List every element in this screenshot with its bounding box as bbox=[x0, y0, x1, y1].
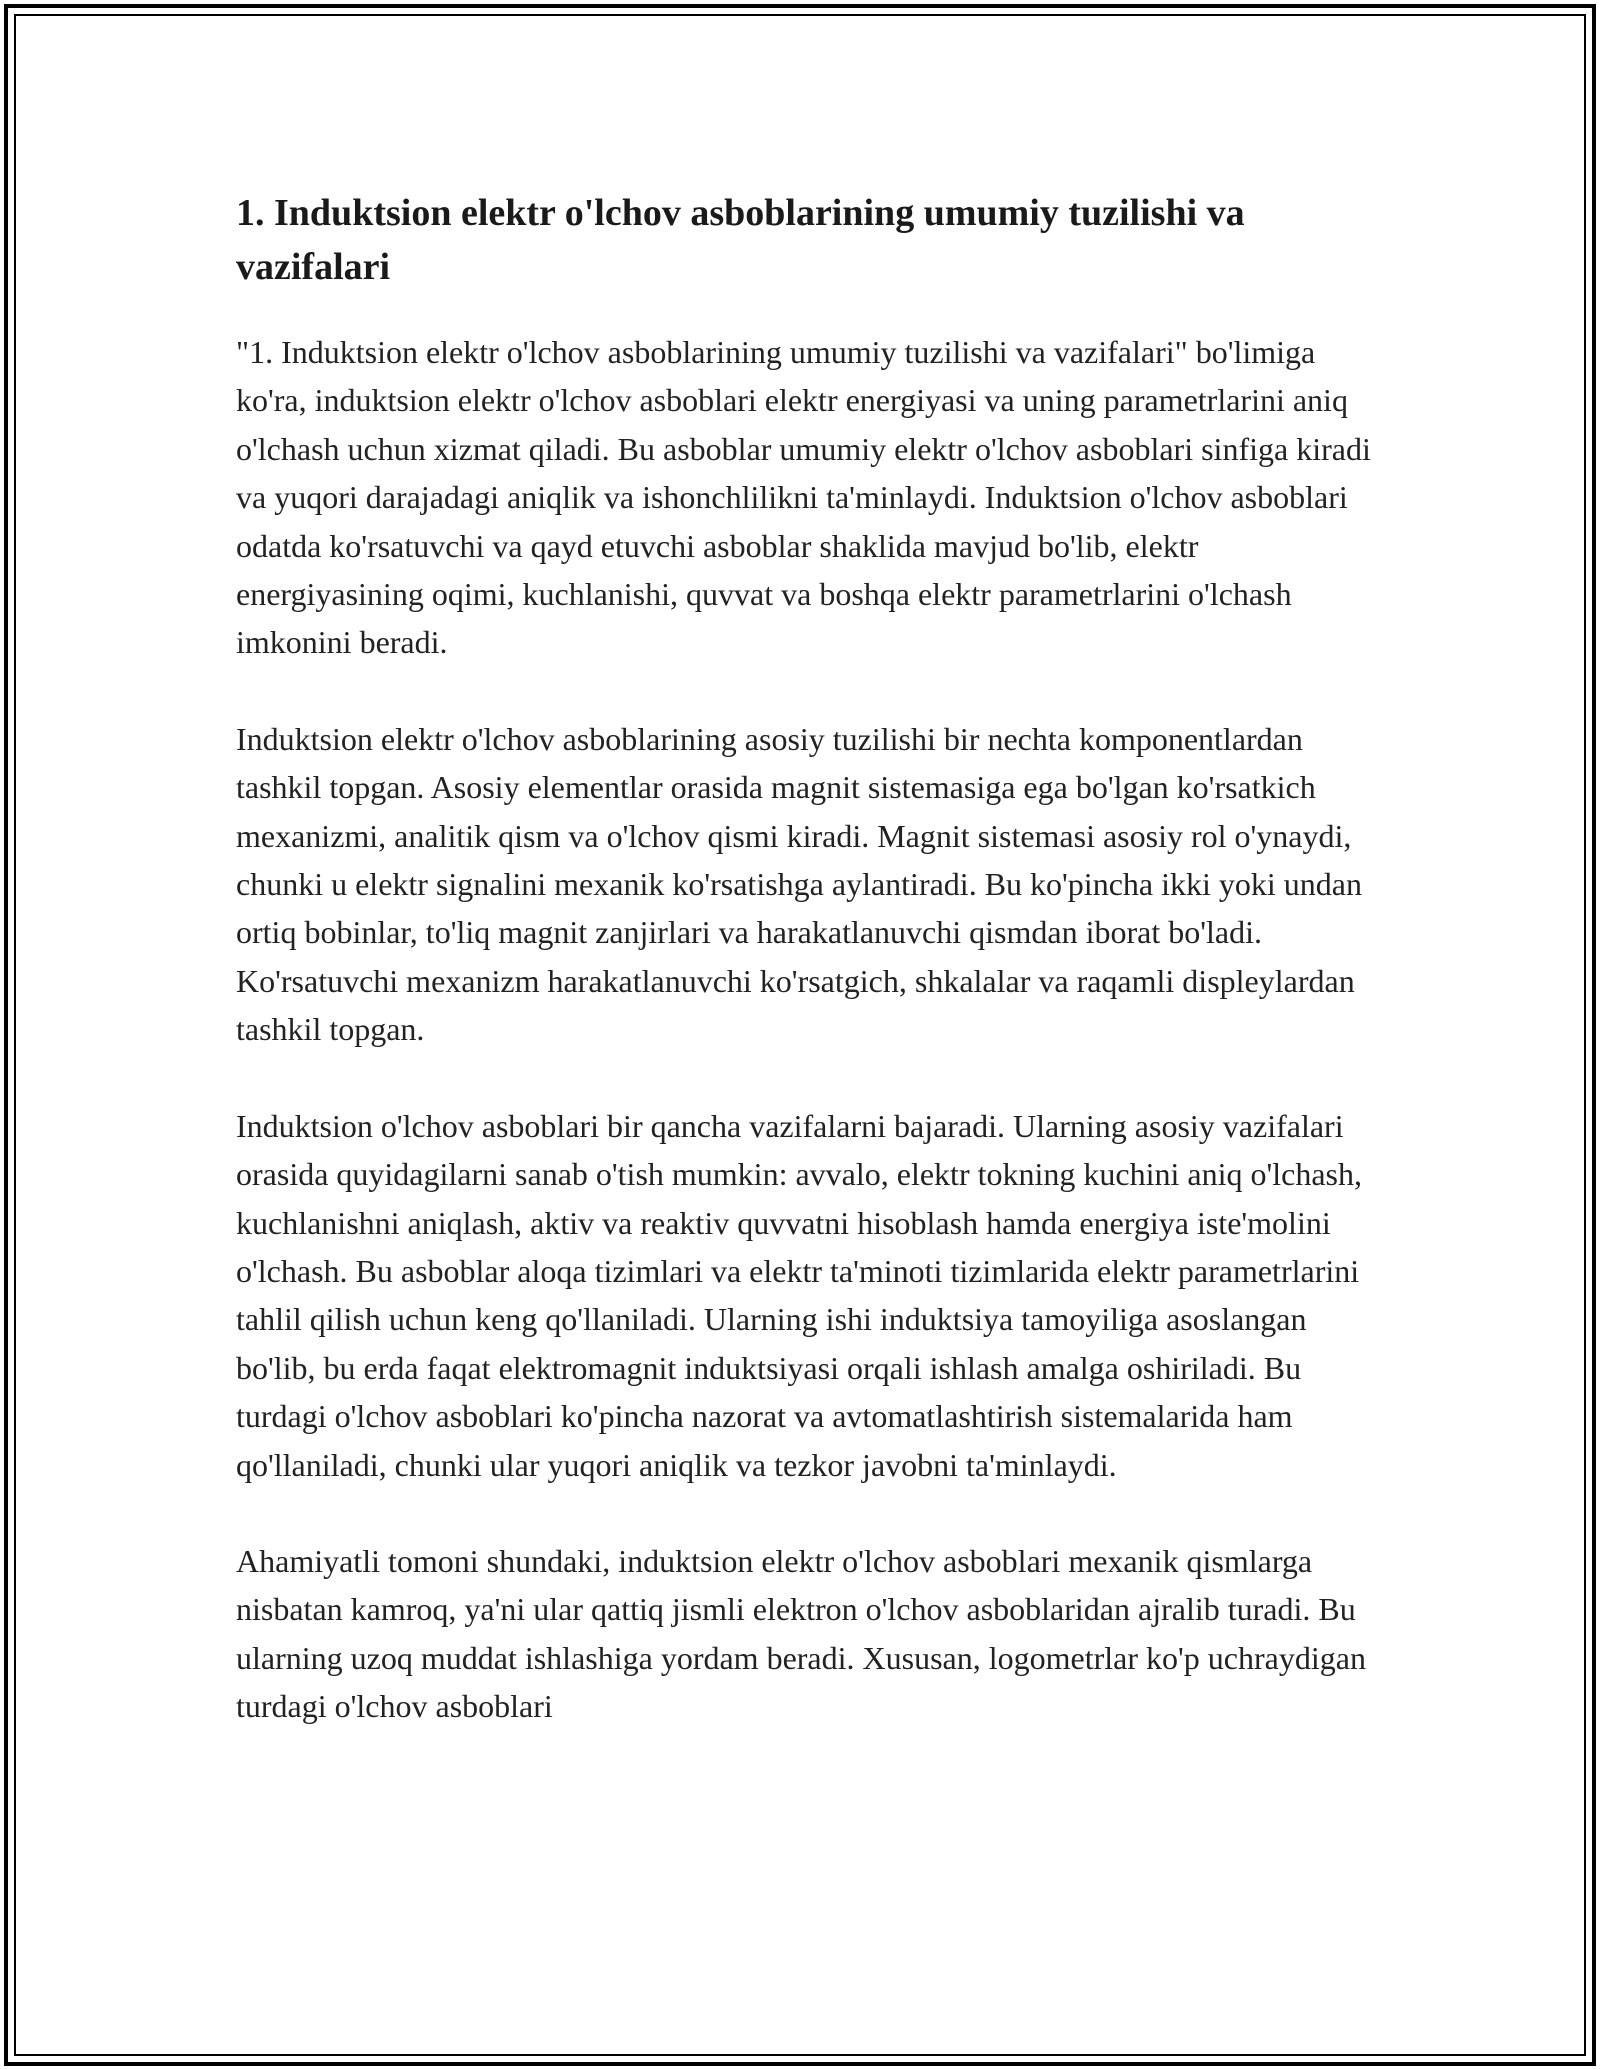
paragraph-1: "1. Induktsion elektr o'lchov asboblarining umumiy tuzilishi va vazifalari" bo'limiga ko'ra, induktsion elektr o'lchov asboblari elektr energiyasi va uning parametrlarini aniq o'lchash uchun xizmat qiladi. Bu asboblar umumiy elektr o'lchov asboblari sinfiga kiradi va yuqori darajadagi aniqlik va ishonchlilikni ta'minlaydi. Induktsion o'lchov asboblari odatda ko'rsatuvchi va qayd etuvchi asboblar shaklida mavjud bo'lib, elektr energiyasining oqimi, kuchlanishi, quvvat va boshqa elektr parametrlarini o'lchash imkonini beradi. bbox=[236, 334, 1371, 661]
section-heading: 1. Induktsion elektr o'lchov asboblarining umumiy tuzilishi va vazifalari bbox=[236, 192, 1245, 288]
paragraph-4: Ahamiyatli tomoni shundaki, induktsion elektr o'lchov asboblari mexanik qismlarga nisbatan kamroq, ya'ni ular qattiq jismli elektron o'lchov asboblaridan ajralib turadi. Bu ularning uzoq muddat ishlashiga yordam beradi. Xususan, logometrlar ko'p uchraydigan turdagi o'lchov asboblari bbox=[236, 1542, 1366, 1725]
document-body bbox=[236, 186, 1376, 1779]
paragraph-3: Induktsion o'lchov asboblari bir qancha vazifalarni bajaradi. Ularning asosiy vazifalari orasida quyidagilarni sanab o'tish mumkin: avvalo, elektr tokning kuchini aniq o'lchash, kuchlanishni aniqlash, aktiv va reaktiv quvvatni hisoblash hamda energiya iste'molini o'lchash. Bu asboblar aloqa tizimlari va elektr ta'minoti tizimlarida elektr parametrlarini tahlil qilish uchun keng qo'llaniladi. Ularning ishi induktsiya tamoyiliga asoslangan bo'lib, bu erda faqat elektromagnit induktsiyasi orqali ishlash amalga oshiriladi. Bu turdagi o'lchov asboblari ko'pincha nazorat va avtomatlashtirish sistemalarida ham qo'llaniladi, chunki ular yuqori aniqlik va tezkor javobni ta'minlaydi. bbox=[236, 1107, 1362, 1483]
paragraph-2: Induktsion elektr o'lchov asboblarining asosiy tuzilishi bir nechta komponentlardan tashkil topgan. Asosiy elementlar orasida magnit sistemasiga ega bo'lgan ko'rsatkich mexanizmi, analitik qism va o'lchov qismi kiradi. Magnit sistemasi asosiy rol o'ynaydi, chunki u elektr signalini mexanik ko'rsatishga aylantiradi. Bu ko'pincha ikki yoki undan ortiq bobinlar, to'liq magnit zanjirlari va harakatlanuvchi qismdan iborat bo'ladi. Ko'rsatuvchi mexanizm harakatlanuvchi ko'rsatgich, shkalalar va raqamli displeylardan tashkil topgan. bbox=[236, 720, 1362, 1048]
